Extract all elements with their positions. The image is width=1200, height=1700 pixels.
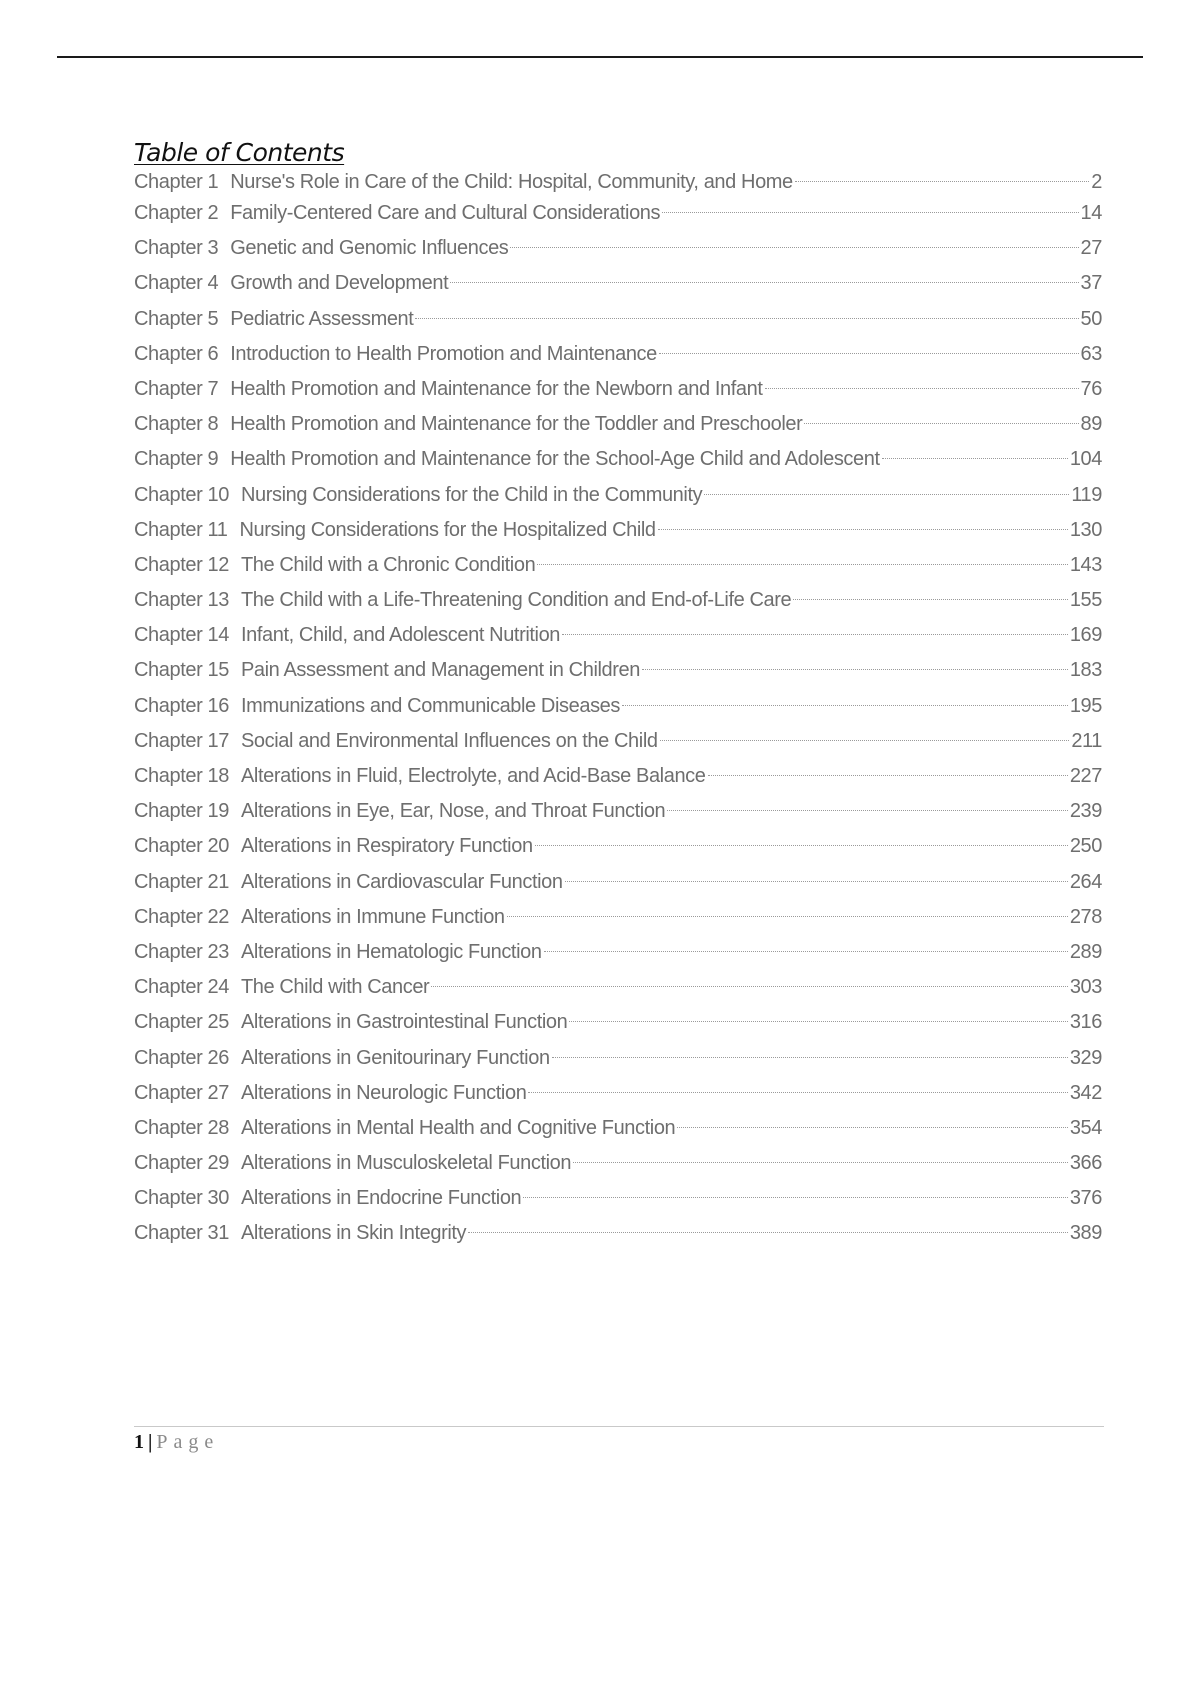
toc-page-number: 227 xyxy=(1069,765,1102,787)
toc-chapter-title: Alterations in Gastrointestinal Function xyxy=(240,1011,568,1034)
toc-chapter-label: Chapter 31 xyxy=(134,1222,229,1245)
toc-chapter-label: Chapter 3 xyxy=(134,237,219,260)
toc-page-number: 155 xyxy=(1069,589,1102,612)
toc-page-number: 329 xyxy=(1069,1046,1102,1069)
toc-entry[interactable] xyxy=(134,442,1102,477)
toc-entry[interactable] xyxy=(134,794,1102,829)
toc-entry[interactable] xyxy=(134,759,1102,794)
toc-entry[interactable] xyxy=(134,478,1102,513)
toc-entry[interactable] xyxy=(134,865,1102,900)
toc-dot-leader xyxy=(535,845,1068,846)
toc-chapter-title: Alterations in Neurologic Function xyxy=(240,1081,527,1104)
toc-chapter-label: Chapter 7 xyxy=(134,377,219,400)
toc-chapter-title: Health Promotion and Maintenance for the Newborn and Infant xyxy=(230,377,763,400)
toc-chapter-title: Alterations in Musculoskeletal Function xyxy=(240,1152,572,1175)
toc-entry[interactable] xyxy=(134,168,1102,196)
toc-dot-leader xyxy=(415,318,1078,319)
toc-page-number: 389 xyxy=(1069,1222,1102,1245)
toc-chapter-label: Chapter 22 xyxy=(134,905,229,928)
toc-dot-leader xyxy=(659,353,1079,354)
toc-chapter-label: Chapter 6 xyxy=(134,342,219,365)
toc-chapter-title: Pediatric Assessment xyxy=(230,307,414,330)
toc-chapter-title: Alterations in Cardiovascular Function xyxy=(240,870,563,893)
toc-entry[interactable] xyxy=(134,1216,1102,1251)
toc-page-number: 342 xyxy=(1069,1081,1102,1104)
toc-dot-leader xyxy=(573,1162,1068,1163)
toc-page-number: 14 xyxy=(1080,202,1102,224)
toc-heading: Table of Contents xyxy=(134,138,345,167)
toc-chapter-title: Alterations in Respiratory Function xyxy=(240,835,533,858)
toc-chapter-title: Genetic and Genomic Influences xyxy=(230,237,509,260)
toc-page-number: 264 xyxy=(1069,870,1102,893)
toc-chapter-title: The Child with Cancer xyxy=(240,976,430,999)
toc-page-number: 376 xyxy=(1069,1187,1102,1210)
toc-chapter-title: Growth and Development xyxy=(230,272,449,295)
toc-dot-leader xyxy=(804,423,1078,424)
toc-chapter-title: Alterations in Immune Function xyxy=(240,905,505,928)
toc-chapter-label: Chapter 2 xyxy=(134,202,219,224)
toc-chapter-title: The Child with a Life-Threatening Condition and End-of-Life Care xyxy=(240,589,792,612)
toc-dot-leader xyxy=(704,494,1069,495)
toc-dot-leader xyxy=(658,529,1068,530)
toc-chapter-title: The Child with a Chronic Condition xyxy=(240,553,536,576)
toc-chapter-title: Nursing Considerations for the Child in the Community xyxy=(240,483,703,506)
toc-entry[interactable] xyxy=(134,407,1102,442)
toc-entry[interactable] xyxy=(134,231,1102,266)
toc-dot-leader xyxy=(507,916,1068,917)
toc-dot-leader xyxy=(765,388,1079,389)
toc-chapter-title: Alterations in Hematologic Function xyxy=(240,940,542,963)
toc-dot-leader xyxy=(450,282,1078,283)
toc-page-number: 37 xyxy=(1080,272,1102,295)
toc-chapter-label: Chapter 9 xyxy=(134,448,219,471)
page-footer xyxy=(134,1430,219,1454)
toc-entry[interactable] xyxy=(134,548,1102,583)
toc-chapter-title: Introduction to Health Promotion and Maintenance xyxy=(230,342,657,365)
toc-page-number: 130 xyxy=(1069,518,1102,541)
table-of-contents xyxy=(134,138,1102,1252)
toc-dot-leader xyxy=(882,458,1068,459)
header-rule xyxy=(57,56,1143,58)
toc-chapter-label: Chapter 24 xyxy=(134,976,229,999)
toc-entry[interactable] xyxy=(134,829,1102,864)
toc-page-number: 183 xyxy=(1069,659,1102,682)
toc-page-number: 50 xyxy=(1080,307,1102,330)
toc-chapter-label: Chapter 5 xyxy=(134,307,219,330)
toc-page-number: 195 xyxy=(1069,694,1102,717)
toc-dot-leader xyxy=(544,951,1068,952)
toc-page-number: 278 xyxy=(1069,905,1102,928)
toc-chapter-title: Immunizations and Communicable Diseases xyxy=(240,694,620,717)
toc-page-number: 89 xyxy=(1080,413,1102,436)
toc-chapter-label: Chapter 21 xyxy=(134,870,229,893)
toc-page-number: 2 xyxy=(1091,171,1102,193)
toc-page-number: 303 xyxy=(1069,976,1102,999)
toc-chapter-label: Chapter 1 xyxy=(134,171,219,193)
toc-dot-leader xyxy=(642,669,1068,670)
toc-chapter-title: Nursing Considerations for the Hospitalized Child xyxy=(239,518,656,541)
page-label: Page xyxy=(156,1431,220,1453)
toc-list xyxy=(134,168,1102,1252)
toc-chapter-label: Chapter 20 xyxy=(134,835,229,858)
toc-dot-leader xyxy=(793,599,1068,600)
toc-page-number: 316 xyxy=(1069,1011,1102,1034)
toc-entry[interactable] xyxy=(134,1005,1102,1040)
footer-separator: | xyxy=(148,1431,153,1453)
toc-chapter-label: Chapter 30 xyxy=(134,1187,229,1210)
toc-chapter-label: Chapter 19 xyxy=(134,800,229,823)
toc-chapter-title: Alterations in Skin Integrity xyxy=(240,1222,467,1245)
toc-chapter-label: Chapter 8 xyxy=(134,413,219,436)
toc-entry[interactable] xyxy=(134,1041,1102,1076)
toc-chapter-label: Chapter 13 xyxy=(134,589,229,612)
toc-dot-leader xyxy=(569,1021,1067,1022)
toc-page-number: 104 xyxy=(1069,448,1102,471)
toc-dot-leader xyxy=(622,705,1068,706)
toc-page-number: 76 xyxy=(1080,377,1102,400)
footer-rule xyxy=(134,1426,1104,1427)
toc-dot-leader xyxy=(552,1057,1068,1058)
toc-entry[interactable] xyxy=(134,935,1102,970)
toc-chapter-label: Chapter 23 xyxy=(134,940,229,963)
toc-dot-leader xyxy=(662,212,1078,213)
toc-page-number: 239 xyxy=(1069,800,1102,823)
toc-entry[interactable] xyxy=(134,689,1102,724)
page-number: 1 xyxy=(134,1431,144,1453)
toc-dot-leader xyxy=(667,810,1068,811)
toc-dot-leader xyxy=(660,740,1070,741)
toc-chapter-label: Chapter 17 xyxy=(134,729,229,752)
toc-entry[interactable] xyxy=(134,196,1102,231)
toc-page-number: 366 xyxy=(1069,1152,1102,1175)
toc-entry[interactable] xyxy=(134,1111,1102,1146)
toc-entry[interactable] xyxy=(134,337,1102,372)
toc-dot-leader xyxy=(510,247,1078,248)
toc-page-number: 143 xyxy=(1069,553,1102,576)
toc-dot-leader xyxy=(523,1197,1068,1198)
toc-entry[interactable] xyxy=(134,513,1102,548)
toc-page-number: 119 xyxy=(1071,483,1102,506)
toc-chapter-label: Chapter 16 xyxy=(134,694,229,717)
toc-page-number: 354 xyxy=(1069,1116,1102,1139)
toc-chapter-label: Chapter 4 xyxy=(134,272,219,295)
toc-entry[interactable] xyxy=(134,372,1102,407)
toc-chapter-label: Chapter 15 xyxy=(134,659,229,682)
toc-entry[interactable] xyxy=(134,618,1102,653)
toc-entry[interactable] xyxy=(134,724,1102,759)
toc-page-number: 250 xyxy=(1069,835,1102,858)
toc-chapter-label: Chapter 28 xyxy=(134,1116,229,1139)
toc-chapter-title: Alterations in Fluid, Electrolyte, and Acid-Base Balance xyxy=(240,765,706,787)
toc-chapter-title: Alterations in Eye, Ear, Nose, and Throat Function xyxy=(240,800,666,823)
toc-entry[interactable] xyxy=(134,583,1102,618)
toc-dot-leader xyxy=(795,181,1089,182)
toc-page-number: 211 xyxy=(1071,729,1102,752)
toc-dot-leader xyxy=(677,1127,1068,1128)
toc-dot-leader xyxy=(537,564,1068,565)
toc-entry[interactable] xyxy=(134,1146,1102,1181)
toc-dot-leader xyxy=(562,634,1068,635)
toc-chapter-title: Social and Environmental Influences on the Child xyxy=(240,729,658,752)
toc-dot-leader xyxy=(528,1092,1067,1093)
toc-chapter-title: Alterations in Mental Health and Cognitive Function xyxy=(240,1116,676,1139)
toc-entry[interactable] xyxy=(134,266,1102,301)
toc-entry[interactable] xyxy=(134,1181,1102,1216)
toc-chapter-label: Chapter 18 xyxy=(134,765,229,787)
toc-dot-leader xyxy=(431,986,1068,987)
toc-page-number: 169 xyxy=(1069,624,1102,647)
toc-chapter-label: Chapter 10 xyxy=(134,483,229,506)
toc-dot-leader xyxy=(708,775,1068,776)
toc-chapter-title: Health Promotion and Maintenance for the School-Age Child and Adolescent xyxy=(230,448,880,471)
toc-dot-leader xyxy=(468,1232,1068,1233)
toc-chapter-label: Chapter 27 xyxy=(134,1081,229,1104)
toc-entry[interactable] xyxy=(134,1076,1102,1111)
toc-chapter-title: Pain Assessment and Management in Children xyxy=(240,659,640,682)
toc-entry[interactable] xyxy=(134,900,1102,935)
toc-chapter-label: Chapter 29 xyxy=(134,1152,229,1175)
toc-chapter-title: Alterations in Genitourinary Function xyxy=(240,1046,550,1069)
toc-entry[interactable] xyxy=(134,970,1102,1005)
toc-chapter-title: Nurse's Role in Care of the Child: Hospital, Community, and Home xyxy=(230,171,793,193)
toc-entry[interactable] xyxy=(134,653,1102,688)
toc-dot-leader xyxy=(565,881,1068,882)
toc-chapter-label: Chapter 26 xyxy=(134,1046,229,1069)
toc-chapter-label: Chapter 14 xyxy=(134,624,229,647)
toc-page-number: 27 xyxy=(1080,237,1102,260)
toc-chapter-title: Alterations in Endocrine Function xyxy=(240,1187,522,1210)
toc-entry[interactable] xyxy=(134,302,1102,337)
toc-chapter-label: Chapter 12 xyxy=(134,553,229,576)
toc-chapter-title: Infant, Child, and Adolescent Nutrition xyxy=(240,624,561,647)
toc-page-number: 289 xyxy=(1069,940,1102,963)
toc-chapter-title: Health Promotion and Maintenance for the Toddler and Preschooler xyxy=(230,413,803,436)
toc-chapter-label: Chapter 25 xyxy=(134,1011,229,1034)
toc-chapter-title: Family-Centered Care and Cultural Considerations xyxy=(230,202,661,224)
toc-page-number: 63 xyxy=(1080,342,1102,365)
toc-chapter-label: Chapter 11 xyxy=(134,518,228,541)
